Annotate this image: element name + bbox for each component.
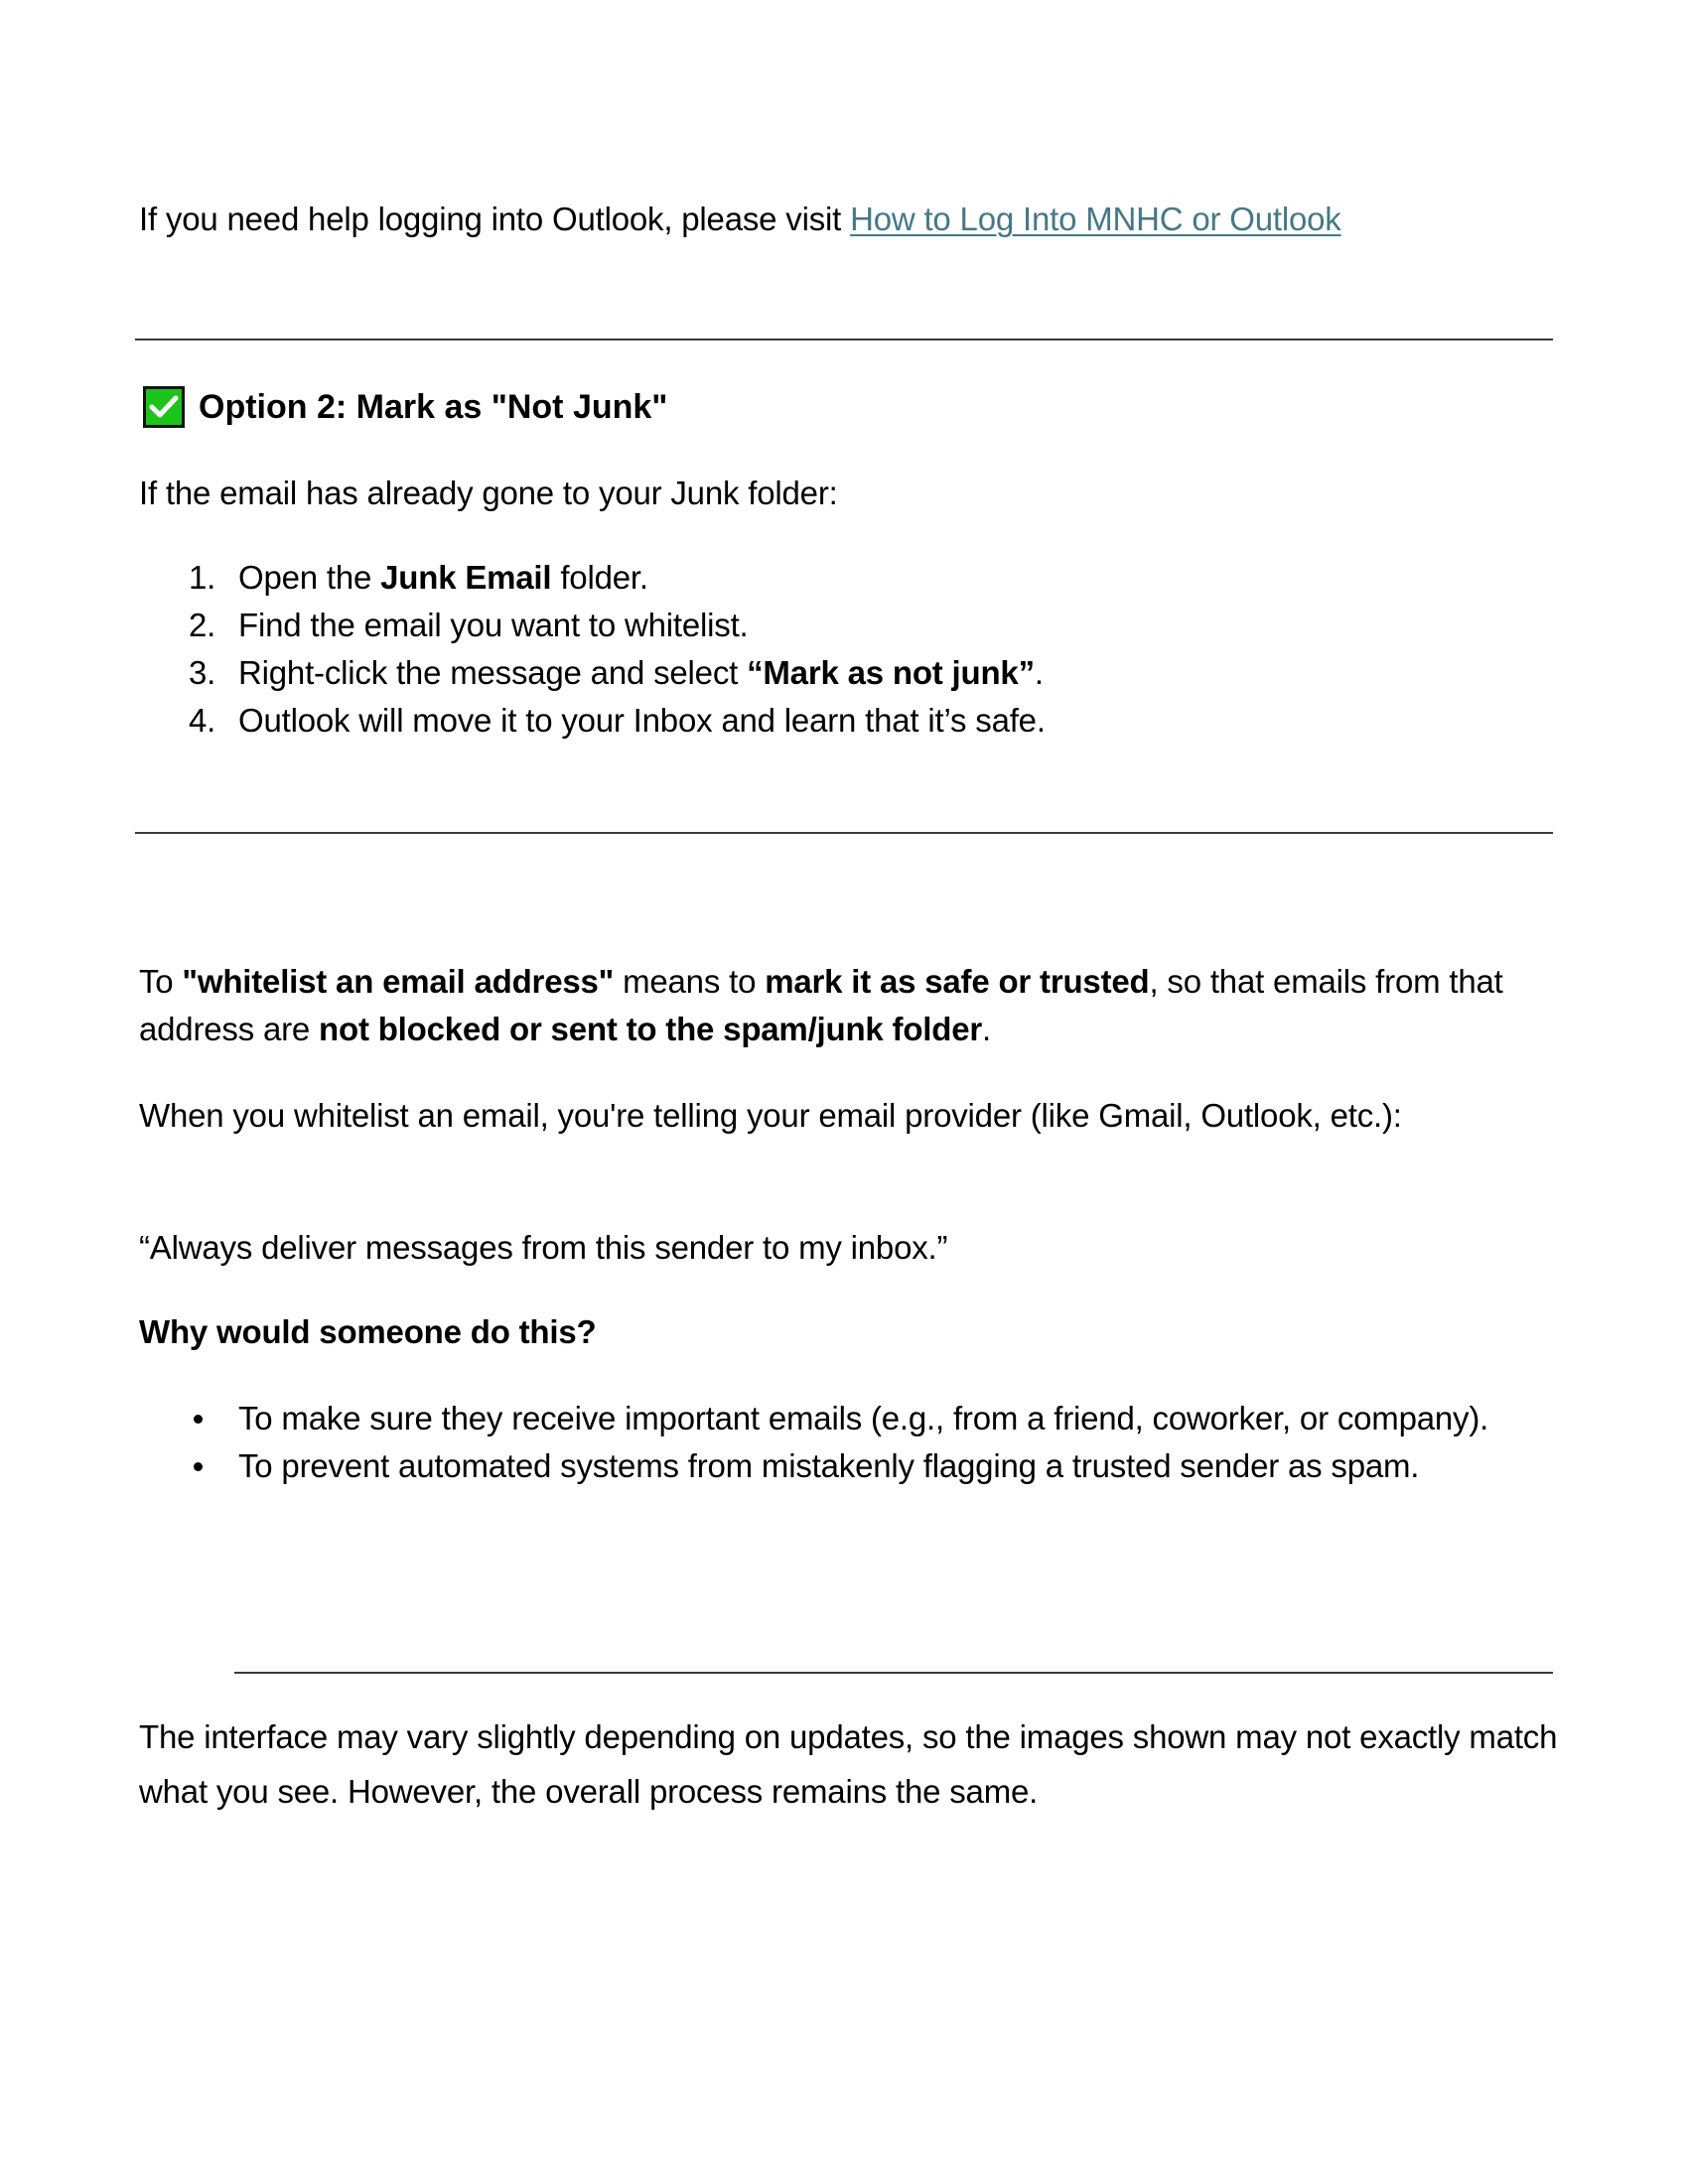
def-text: . [982, 1011, 991, 1047]
step-text: Open the [238, 559, 381, 596]
step-text-after: folder. [551, 559, 648, 596]
divider-1 [135, 339, 1553, 341]
list-number: 3. [189, 654, 216, 691]
option-2-lead: If the email has already gone to your Junk folder: [139, 475, 838, 511]
reason-text: To make sure they receive important emails (e.g., from a friend, coworker, or company). [238, 1400, 1489, 1436]
def-text: , so that emails from that address are [139, 963, 1503, 1047]
reasons-list [139, 1395, 1559, 1490]
list-item [139, 697, 1559, 745]
why-heading: Why would someone do this? [139, 1313, 597, 1350]
junk-steps-list [139, 554, 1559, 745]
def-bold-term: "whitelist an email address" [182, 963, 615, 1000]
intro-text: If you need help logging into Outlook, please visit [139, 201, 851, 237]
def-bold-meaning: mark it as safe or trusted [765, 963, 1150, 1000]
step-text-after: . [1034, 654, 1044, 691]
list-item [139, 649, 1559, 697]
def-text: means to [614, 963, 766, 1000]
whitelist-quote: “Always deliver messages from this sender to my inbox.” [139, 1229, 948, 1266]
def-bold-result: not blocked or sent to the spam/junk folder [319, 1011, 983, 1047]
step-bold-text: Junk Email [380, 559, 552, 596]
step-text: Outlook will move it to your Inbox and learn that it’s safe. [238, 702, 1046, 739]
list-item [139, 602, 1559, 649]
step-text: Find the email you want to whitelist. [238, 607, 749, 643]
intro-paragraph [139, 196, 1559, 243]
list-number: 2. [189, 607, 216, 643]
divider-3 [234, 1672, 1553, 1674]
list-item [139, 1395, 1559, 1442]
reason-text: To prevent automated systems from mistakenly flagging a trusted sender as spam. [238, 1447, 1420, 1484]
bullet-icon [194, 1415, 203, 1424]
whitelist-explanation: When you whitelist an email, you're telling your email provider (like Gmail, Outlook, etc.): [139, 1097, 1402, 1134]
def-text: To [139, 963, 183, 1000]
how-to-log-in-link[interactable]: How to Log Into MNHC or Outlook [850, 201, 1341, 237]
divider-2 [135, 832, 1553, 834]
option-2-heading [143, 385, 667, 429]
list-number: 4. [189, 702, 216, 739]
step-text: Right-click the message and select [238, 654, 748, 691]
option-2-title: Option 2: Mark as "Not Junk" [199, 388, 668, 426]
list-number: 1. [189, 559, 216, 596]
checkmark-glyph-icon [149, 394, 179, 420]
whitelist-definition [139, 958, 1559, 1053]
check-mark-button-icon [143, 386, 185, 428]
list-item [139, 1442, 1559, 1490]
list-item [139, 554, 1559, 602]
step-bold-text: “Mark as not junk” [747, 654, 1035, 691]
footer-note: The interface may vary slightly depending on updates, so the images shown may not exactly match what you see. However, the overall process remains the same. [139, 1718, 1558, 1810]
bullet-icon [194, 1462, 203, 1471]
